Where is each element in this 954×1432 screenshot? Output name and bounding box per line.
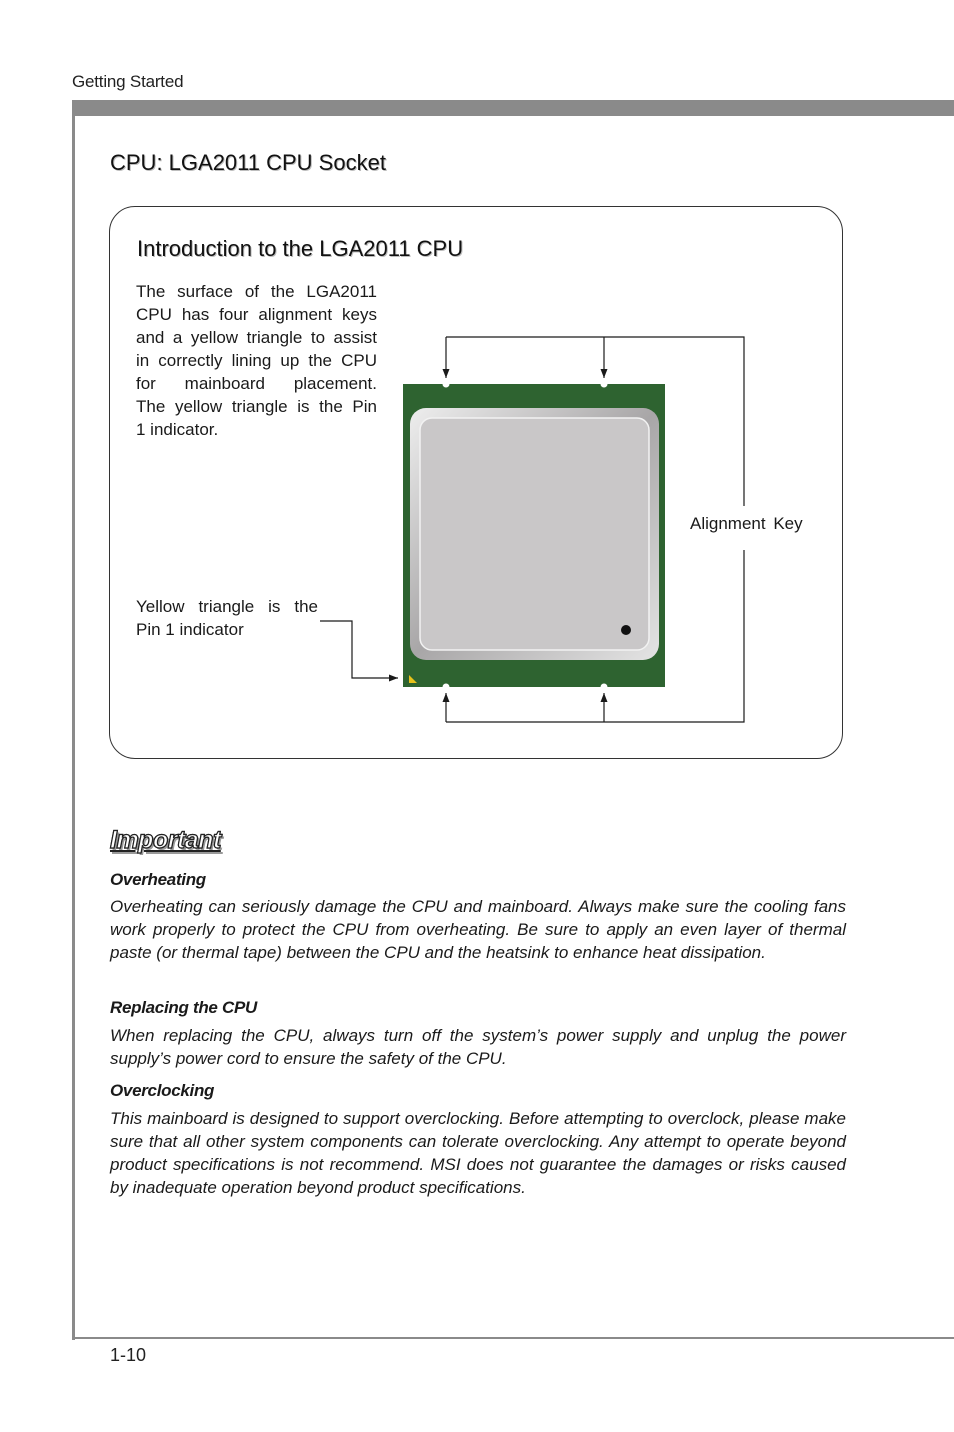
running-header: Getting Started (72, 72, 184, 91)
cpu-heat-spreader (420, 418, 649, 650)
section-title: CPU: LGA2011 CPU Socket (110, 150, 386, 175)
intro-line: in correctly lining up the CPU (136, 351, 377, 370)
page-number: 1-10 (110, 1345, 147, 1365)
intro-line: The yellow triangle is the Pin (136, 397, 377, 416)
intro-line: 1 indicator. (136, 420, 219, 439)
note-body-replacing-cpu: When replacing the CPU, always turn off the system’s power supply and unplug the power supply’s power cord to ensure the safety of the CPU. (110, 1026, 846, 1068)
note-body-overclocking: This mainboard is designed to support overclocking. Before attempting to overclock, please make sure that all other system components can tolerate overclocking. Any attempt to operate beyond product specifications is not recommend. MSI does not guarantee the damages or risks caused by inadequate operation beyond product specifications. (110, 1109, 846, 1197)
intro-line: and a yellow triangle to assist (136, 328, 377, 347)
note-heading-overheating: Overheating (110, 870, 206, 889)
alignment-key-notch (443, 684, 450, 691)
alignment-key-notch (601, 381, 608, 388)
pin1-label-line: Yellow triangle is the (136, 597, 318, 616)
alignment-key-notch (443, 381, 450, 388)
pin1-label-line: Pin 1 indicator (136, 620, 244, 639)
intro-title: Introduction to the LGA2011 CPU (137, 236, 464, 261)
important-label: Important (110, 826, 221, 854)
intro-line: CPU has four alignment keys (136, 305, 377, 324)
alignment-key-label: Alignment Key (690, 514, 803, 533)
intro-line: for mainboard placement. (136, 374, 377, 393)
intro-line: The surface of the LGA2011 (136, 282, 377, 301)
orientation-dot (621, 625, 631, 635)
footer-rule (72, 1337, 954, 1339)
pin1-callout-line (320, 621, 398, 678)
alignment-key-notch (601, 684, 608, 691)
note-body-overheating: Overheating can seriously damage the CPU and mainboard. Always make sure the cooling fans work properly to protect the CPU from overheating. Be sure to apply an even layer of thermal paste (or thermal tape) between the CPU and the heatsink to enhance heat dissipation. (110, 897, 846, 962)
note-heading-overclocking: Overclocking (110, 1081, 215, 1100)
note-heading-replacing-cpu: Replacing the CPU (110, 998, 257, 1017)
pin1-label (136, 595, 318, 641)
